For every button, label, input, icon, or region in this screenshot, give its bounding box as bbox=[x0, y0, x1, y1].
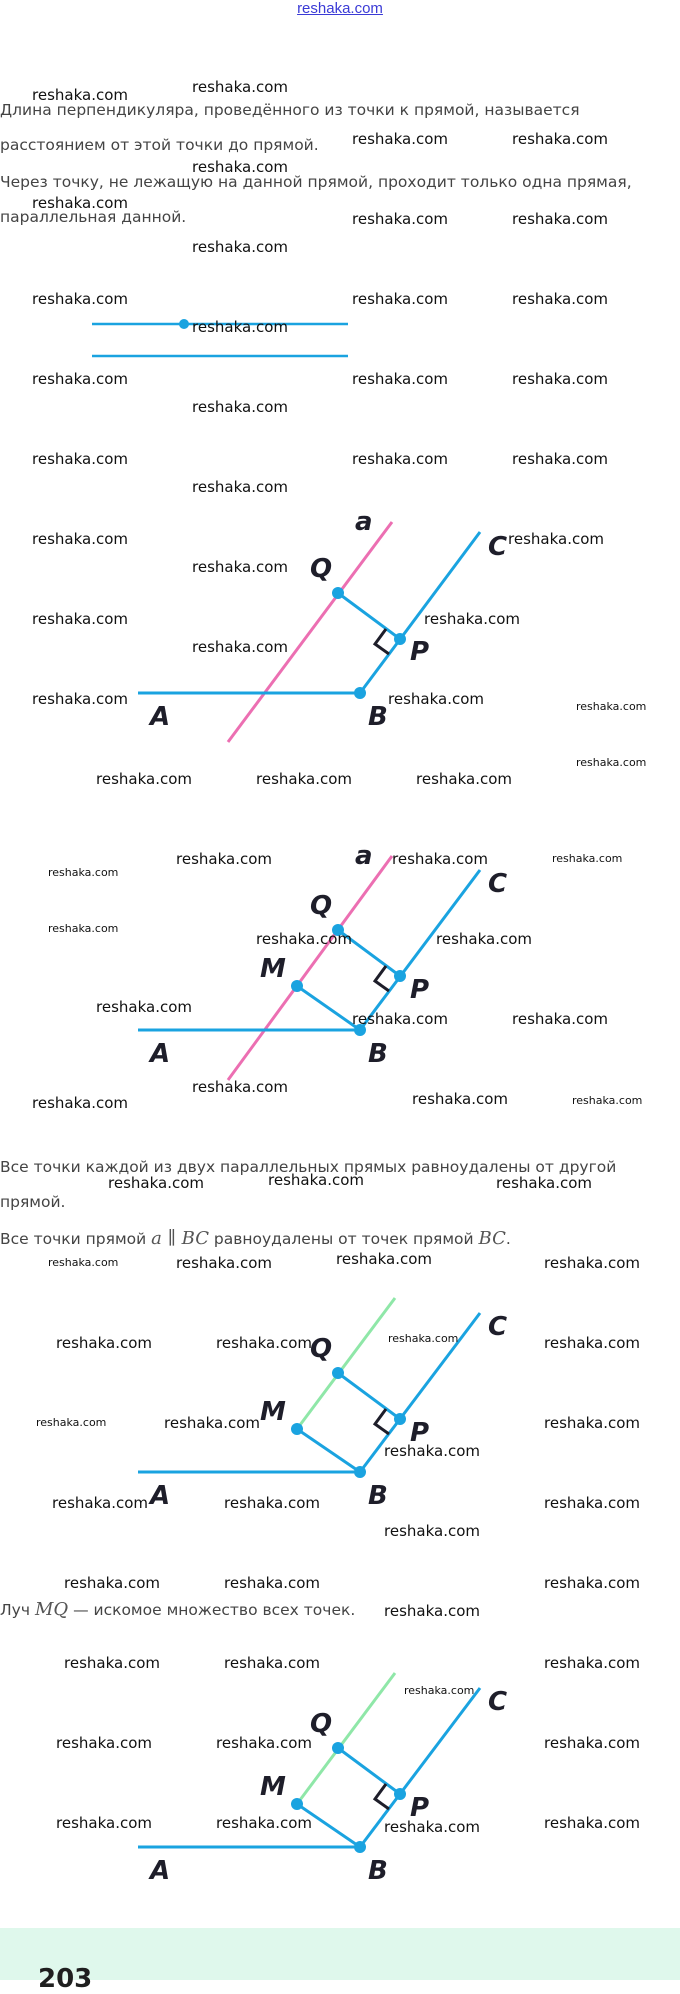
watermark: reshaka.com bbox=[56, 1814, 152, 1832]
watermark: reshaka.com bbox=[512, 130, 608, 148]
watermark: reshaka.com bbox=[52, 1494, 148, 1512]
right-angle-mark bbox=[375, 966, 389, 991]
watermark: reshaka.com bbox=[512, 370, 608, 388]
watermark: reshaka.com bbox=[192, 318, 288, 336]
watermark: reshaka.com bbox=[192, 398, 288, 416]
watermark: reshaka.com bbox=[416, 770, 512, 788]
label-c: C bbox=[488, 1312, 508, 1342]
paragraph-equidistant: Все точки каждой из двух параллельных прямых равноудалены от другой прямой. bbox=[0, 1158, 617, 1211]
point-b bbox=[354, 687, 366, 699]
watermark: reshaka.com bbox=[216, 1334, 312, 1352]
label-a-point: A bbox=[150, 1481, 171, 1511]
label-p: P bbox=[410, 637, 430, 667]
watermark: reshaka.com bbox=[544, 1814, 640, 1832]
math-mq: MQ bbox=[34, 1599, 69, 1620]
watermark: reshaka.com bbox=[384, 1442, 480, 1460]
label-c: C bbox=[488, 1687, 508, 1717]
right-angle-mark bbox=[375, 1784, 389, 1809]
p4-prefix: Все точки прямой bbox=[0, 1230, 147, 1248]
watermark: reshaka.com bbox=[192, 1078, 288, 1096]
watermark: reshaka.com bbox=[48, 866, 119, 879]
watermark: reshaka.com bbox=[64, 1574, 160, 1592]
watermark: reshaka.com bbox=[216, 1814, 312, 1832]
watermark: reshaka.com bbox=[544, 1414, 640, 1432]
watermark: reshaka.com bbox=[552, 852, 623, 865]
watermark: reshaka.com bbox=[512, 450, 608, 468]
watermark: reshaka.com bbox=[508, 530, 604, 548]
segment-qp bbox=[338, 593, 400, 639]
watermark: reshaka.com bbox=[32, 86, 128, 104]
point-b bbox=[354, 1841, 366, 1853]
line-bc bbox=[360, 870, 480, 1030]
segment-mb bbox=[297, 986, 360, 1030]
watermark: reshaka.com bbox=[36, 1416, 107, 1429]
figure-parallel-lines bbox=[0, 300, 680, 380]
watermark: reshaka.com bbox=[512, 1010, 608, 1028]
watermark: reshaka.com bbox=[32, 530, 128, 548]
watermark: reshaka.com bbox=[544, 1574, 640, 1592]
watermark: reshaka.com bbox=[336, 1250, 432, 1268]
point-p bbox=[394, 1413, 406, 1425]
watermark: reshaka.com bbox=[352, 210, 448, 228]
watermark: reshaka.com bbox=[164, 1414, 260, 1432]
watermark: reshaka.com bbox=[268, 1171, 364, 1189]
label-m: M bbox=[260, 954, 286, 984]
point-p bbox=[394, 970, 406, 982]
watermark: reshaka.com bbox=[384, 1602, 480, 1620]
watermark: reshaka.com bbox=[576, 756, 647, 769]
watermark: reshaka.com bbox=[424, 610, 520, 628]
segment-qp bbox=[338, 1373, 400, 1419]
watermark: reshaka.com bbox=[32, 1094, 128, 1112]
label-b: B bbox=[368, 702, 388, 732]
paragraph-line-a-bc bbox=[0, 1221, 660, 1257]
figure-ray-mq-final bbox=[0, 1670, 680, 1890]
watermark: reshaka.com bbox=[388, 690, 484, 708]
watermark: reshaka.com bbox=[32, 290, 128, 308]
watermark: reshaka.com bbox=[48, 922, 119, 935]
label-c: C bbox=[488, 532, 508, 562]
point-m bbox=[291, 1798, 303, 1810]
math-bc: BC bbox=[478, 1228, 506, 1249]
point-b bbox=[354, 1466, 366, 1478]
watermark: reshaka.com bbox=[352, 370, 448, 388]
watermark: reshaka.com bbox=[56, 1334, 152, 1352]
watermark: reshaka.com bbox=[56, 1734, 152, 1752]
label-a-point: A bbox=[150, 1856, 171, 1886]
watermark: reshaka.com bbox=[544, 1334, 640, 1352]
watermark: reshaka.com bbox=[388, 1332, 459, 1345]
p5-prefix: Луч bbox=[0, 1601, 30, 1619]
watermark: reshaka.com bbox=[412, 1090, 508, 1108]
watermark: reshaka.com bbox=[352, 450, 448, 468]
figure-perpendicular-mb bbox=[0, 841, 680, 1090]
watermark: reshaka.com bbox=[176, 850, 272, 868]
label-a: a bbox=[355, 507, 373, 537]
label-p: P bbox=[410, 1793, 430, 1823]
watermark: reshaka.com bbox=[224, 1654, 320, 1672]
label-b: B bbox=[368, 1481, 388, 1511]
watermark: reshaka.com bbox=[32, 690, 128, 708]
label-q: Q bbox=[310, 1709, 333, 1739]
label-a-point: A bbox=[150, 1039, 171, 1069]
watermark: reshaka.com bbox=[192, 158, 288, 176]
label-q: Q bbox=[310, 1334, 333, 1364]
point-p bbox=[394, 633, 406, 645]
watermark: reshaka.com bbox=[544, 1654, 640, 1672]
watermark: reshaka.com bbox=[404, 1684, 475, 1697]
watermark: reshaka.com bbox=[96, 770, 192, 788]
point-q bbox=[332, 587, 344, 599]
watermark: reshaka.com bbox=[256, 770, 352, 788]
point-m bbox=[291, 1423, 303, 1435]
p4-middle: равноудалены от точек прямой bbox=[213, 1230, 474, 1248]
watermark: reshaka.com bbox=[32, 194, 128, 212]
label-a-point: A bbox=[150, 702, 171, 732]
watermark: reshaka.com bbox=[176, 1254, 272, 1272]
watermark: reshaka.com bbox=[544, 1494, 640, 1512]
watermark: reshaka.com bbox=[32, 370, 128, 388]
watermark: reshaka.com bbox=[436, 930, 532, 948]
point-q bbox=[332, 1367, 344, 1379]
watermark: reshaka.com bbox=[352, 1010, 448, 1028]
segment-qp bbox=[338, 1748, 400, 1794]
watermark: reshaka.com bbox=[384, 1522, 480, 1540]
watermark: reshaka.com bbox=[32, 610, 128, 628]
watermark: reshaka.com bbox=[392, 850, 488, 868]
watermark: reshaka.com bbox=[64, 1654, 160, 1672]
label-b: B bbox=[368, 1039, 388, 1069]
watermark: reshaka.com bbox=[108, 1174, 204, 1192]
watermark: reshaka.com bbox=[48, 1256, 119, 1269]
point-on-line bbox=[179, 319, 189, 329]
segment-mb bbox=[297, 1429, 360, 1472]
watermark: reshaka.com bbox=[496, 1174, 592, 1192]
watermark: reshaka.com bbox=[576, 700, 647, 713]
point-q bbox=[332, 1742, 344, 1754]
watermark: reshaka.com bbox=[32, 450, 128, 468]
watermark: reshaka.com bbox=[224, 1494, 320, 1512]
label-p: P bbox=[410, 975, 430, 1005]
label-p: P bbox=[410, 1418, 430, 1448]
label-q: Q bbox=[310, 891, 333, 921]
label-b: B bbox=[368, 1856, 388, 1886]
label-a: a bbox=[355, 841, 373, 871]
watermark: reshaka.com bbox=[384, 1818, 480, 1836]
watermark: reshaka.com bbox=[352, 130, 448, 148]
watermark: reshaka.com bbox=[192, 478, 288, 496]
watermark: reshaka.com bbox=[192, 78, 288, 96]
figure-ray-mq bbox=[0, 1295, 680, 1515]
paragraph-parallel-axiom: Через точку, не лежащую на данной прямой, проходит только одна прямая, параллельная данной. bbox=[0, 173, 632, 226]
site-link[interactable]: reshaka.com bbox=[297, 0, 383, 17]
watermark: reshaka.com bbox=[256, 930, 352, 948]
watermark: reshaka.com bbox=[544, 1734, 640, 1752]
right-angle-mark bbox=[375, 1409, 389, 1434]
math-a-parallel-bc: a ∥ BC bbox=[151, 1228, 209, 1249]
label-q: Q bbox=[310, 554, 333, 584]
label-m: M bbox=[260, 1772, 286, 1802]
watermark: reshaka.com bbox=[512, 210, 608, 228]
watermark: reshaka.com bbox=[352, 290, 448, 308]
next-task-panel bbox=[0, 1928, 680, 1994]
paragraph-ray-mq bbox=[0, 1592, 660, 1628]
task-number: 203 bbox=[38, 1964, 93, 1994]
watermark: reshaka.com bbox=[544, 1254, 640, 1272]
p5-text: — искомое множество всех точек. bbox=[73, 1601, 356, 1619]
watermark: reshaka.com bbox=[192, 558, 288, 576]
watermark: reshaka.com bbox=[96, 998, 192, 1016]
watermark: reshaka.com bbox=[192, 638, 288, 656]
label-m: M bbox=[260, 1397, 286, 1427]
watermark: reshaka.com bbox=[512, 290, 608, 308]
right-angle-mark bbox=[375, 629, 389, 654]
watermark: reshaka.com bbox=[572, 1094, 643, 1107]
point-m bbox=[291, 980, 303, 992]
point-p bbox=[394, 1788, 406, 1800]
p4-end: . bbox=[505, 1230, 511, 1248]
paragraph-distance-definition: Длина перпендикуляра, проведённого из точки к прямой, называется расстоянием от этой точки до прямой. bbox=[0, 101, 580, 154]
watermark: reshaka.com bbox=[192, 238, 288, 256]
watermark: reshaka.com bbox=[216, 1734, 312, 1752]
label-c: C bbox=[488, 869, 508, 899]
watermark: reshaka.com bbox=[224, 1574, 320, 1592]
